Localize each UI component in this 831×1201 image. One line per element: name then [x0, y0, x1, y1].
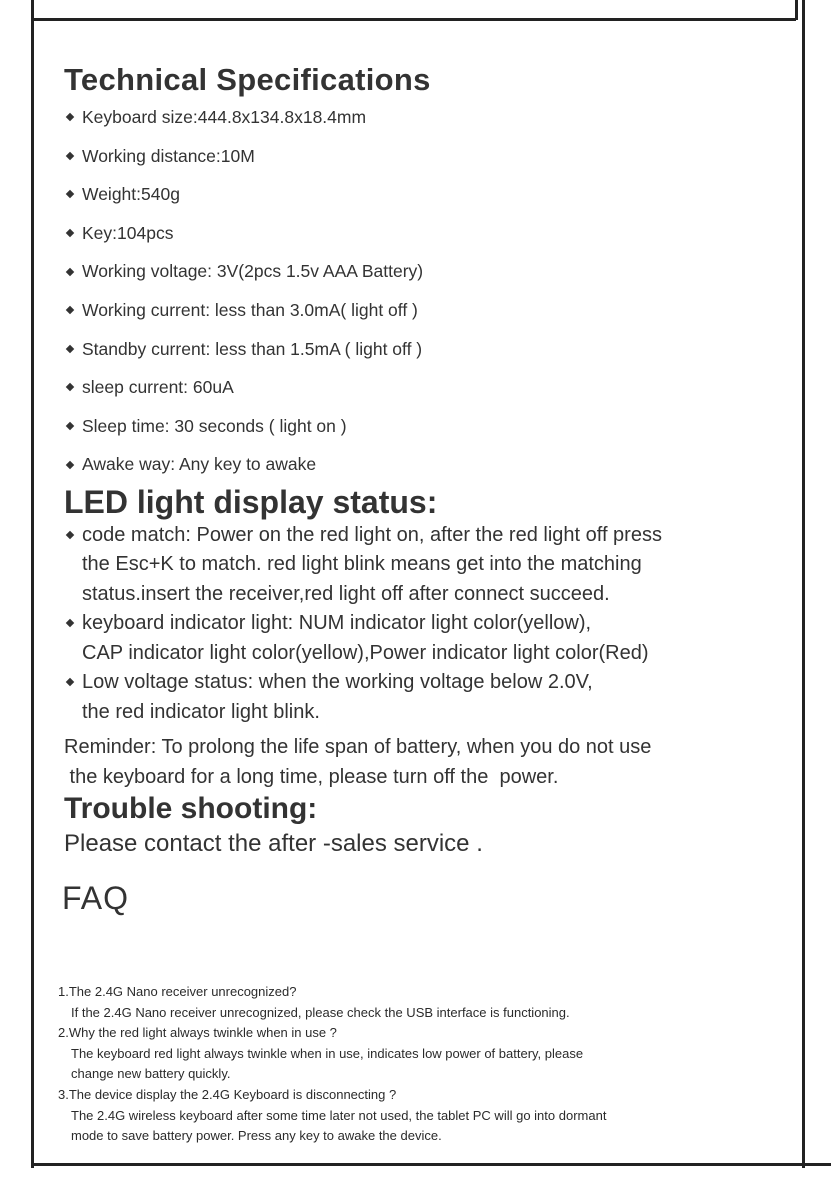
diamond-bullet-icon [66, 113, 74, 121]
frame-line [31, 18, 34, 1168]
diamond-bullet-icon [66, 267, 74, 275]
list-item: Working current: less than 3.0mA( light off ) [64, 291, 794, 330]
frame-line [31, 0, 34, 20]
faq-answer: The keyboard red light always twinkle when in use, indicates low power of battery, please [71, 1045, 584, 1061]
list-item: Weight:540g [64, 175, 794, 214]
list-item: keyboard indicator light: NUM indicator light color(yellow), CAP indicator light color(yellow),Power indicator light color(Red) [64, 609, 794, 668]
diamond-bullet-icon [66, 383, 74, 391]
faq-item [58, 1085, 788, 1147]
diamond-bullet-icon [66, 422, 74, 430]
list-item: Working distance:10M [64, 137, 794, 176]
trouble-shooting-text: Please contact the after -sales service . [64, 830, 483, 858]
list-item: Low voltage status: when the working voltage below 2.0V, the red indicator light blink. [64, 668, 794, 727]
diamond-bullet-icon [66, 619, 74, 627]
faq-answer: mode to save battery power. Press any key to awake the device. [71, 1128, 442, 1144]
reminder-text: Reminder: To prolong the life span of battery, when you do not use the keyboard for a long time, please turn off the power. [64, 736, 652, 788]
list-item: Awake way: Any key to awake [64, 445, 794, 484]
list-item: Key:104pcs [64, 214, 794, 253]
diamond-bullet-icon [66, 190, 74, 198]
diamond-bullet-icon [66, 229, 74, 237]
faq-question: 1.The 2.4G Nano receiver unrecognized? [58, 984, 297, 999]
faq-title: FAQ [62, 880, 130, 917]
faq-answer: The 2.4G wireless keyboard after some time later not used, the tablet PC will go into dormant [71, 1107, 607, 1123]
frame-line [31, 18, 796, 21]
led-status-list [64, 521, 794, 728]
diamond-bullet-icon [66, 345, 74, 353]
manual-page-content [64, 62, 794, 923]
specs-title: Technical Specifications [64, 62, 431, 97]
frame-line [802, 18, 805, 1168]
frame-line [795, 0, 798, 20]
faq-list [58, 982, 788, 1147]
frame-line [802, 0, 805, 20]
diamond-bullet-icon [66, 460, 74, 468]
list-item: sleep current: 60uA [64, 368, 794, 407]
list-item: Keyboard size:444.8x134.8x18.4mm [64, 98, 794, 137]
led-status-title: LED light display status: [64, 483, 438, 520]
list-item: Sleep time: 30 seconds ( light on ) [64, 407, 794, 446]
trouble-shooting-title: Trouble shooting: [64, 792, 318, 826]
faq-question: 3.The device display the 2.4G Keyboard is disconnecting ? [58, 1086, 397, 1102]
diamond-bullet-icon [66, 306, 74, 314]
faq-item [58, 982, 788, 1023]
diamond-bullet-icon [66, 678, 74, 686]
list-item: Working voltage: 3V(2pcs 1.5v AAA Battery) [64, 252, 794, 291]
frame-line [31, 1163, 831, 1166]
faq-answer: If the 2.4G Nano receiver unrecognized, please check the USB interface is functioning. [71, 1004, 570, 1020]
diamond-bullet-icon [66, 531, 74, 539]
faq-item [58, 1023, 788, 1085]
list-item: code match: Power on the red light on, after the red light off press the Esc+K to match. red light blink means get into the matching status.insert the receiver,red light off after connect succeed. [64, 521, 794, 610]
faq-answer: change new battery quickly. [71, 1066, 231, 1082]
specs-list [64, 98, 794, 484]
list-item: Standby current: less than 1.5mA ( light off ) [64, 330, 794, 369]
faq-question: 2.Why the red light always twinkle when in use ? [58, 1025, 337, 1041]
diamond-bullet-icon [66, 152, 74, 160]
